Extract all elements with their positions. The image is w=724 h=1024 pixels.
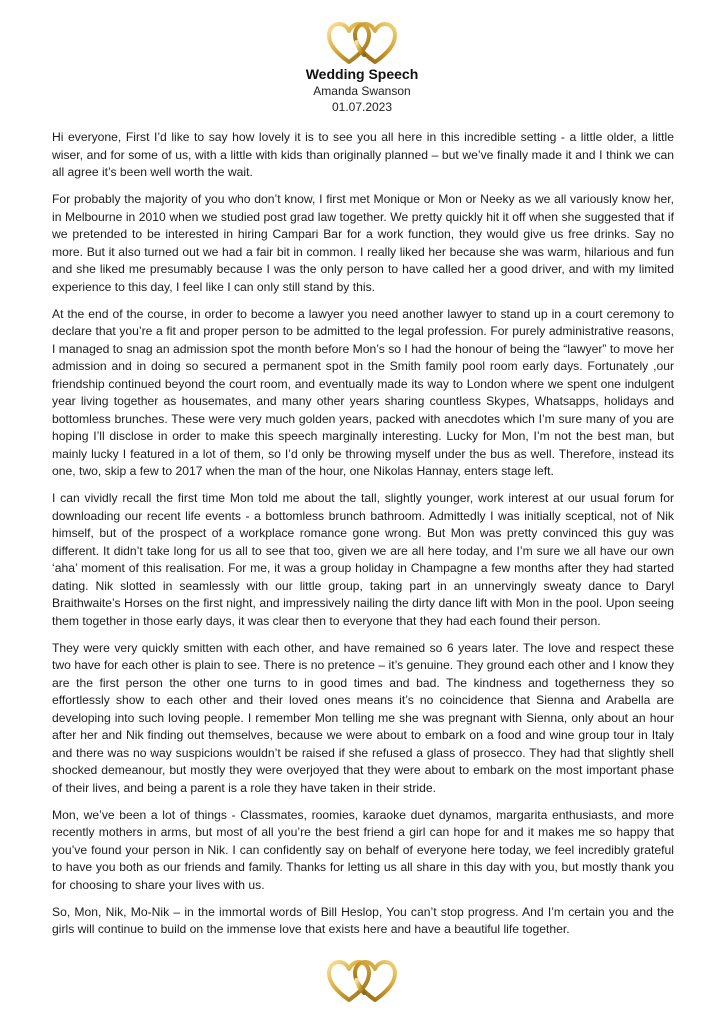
paragraph: At the end of the course, in order to become a lawyer you need another lawyer to stand up in a court ceremony to declare that you’re a fit and proper person to be admitted to the legal profession. For purely administrative reasons, I managed to snag an admission spot the month before Mon’s so I had the honour of being the “lawyer” to move her admission and in doing so secured a permanent spot in the Smith family pool room early days. Fortunately ,our friendship continued beyond the court room, and eventually made its way to London where we spent one indulgent year living together as housemates, and many other years sharing countless Skypes, Whatsapps, holidays and bottomless brunches. These were very much golden years, packed with anecdotes which I’m sure many of you are hoping I’ll disclose in order to make this speech marginally interesting. Lucky for Mon, I’m not the best man, but mainly lucky I featured in a lot of them, so I’d only be throwing myself under the bus as well. Therefore, instead its one, two, skip a few to 2017 when the man of the hour, one Nikolas Hannay, enters stage left.	[52, 306, 674, 478]
paragraph: They were very quickly smitten with each other, and have remained so 6 years later. The love and respect these two have for each other is plain to see. There is no pretence – it’s genuine. They ground each other and I know they are the first person the other one turns to in good times and bad. The kindness and togetherness they so effortlessly show to each other and their loved ones means it’s no coincidence that Sienna and Arabella are developing into such loving people. I remember Mon telling me she was pregnant with Sienna, only about an hour after her and Nik finding out themselves, because we were about to embark on a food and wine group tour in Italy and there was no way suspicions wouldn’t be raised if she refused a glass of prosecco. They had that slightly shell shocked demeanour, but mostly they were overjoyed that they were about to embark on the most important phase of their lives, and being a parent is a role they have taken in their stride.	[52, 640, 674, 795]
paragraph: Mon, we’ve been a lot of things - Classmates, roomies, karaoke duet dynamos, margarita enthusiasts, and more recently mothers in arms, but most of all you’re the best friend a girl can hope for and it makes me so happy that you’ve found your person in Nik. I can confidently say on behalf of everyone here today, we feel incredibly grateful to have you both as our friends and family. Thanks for letting us all share in this day with you, but mostly thank you for choosing to share your lives with us.	[52, 807, 674, 892]
title-block	[0, 66, 724, 115]
interlocked-gold-hearts-icon	[327, 960, 397, 1004]
speech-body	[52, 129, 674, 939]
document-date: 01.07.2023	[331, 100, 393, 114]
paragraph: So, Mon, Nik, Mo-Nik – in the immortal words of Bill Heslop, You can’t stop progress. And I’m certain you and the girls will continue to build on the immense love that exists here and have a beautiful life together.	[52, 904, 674, 936]
interlocked-gold-hearts-icon	[327, 22, 397, 66]
paragraph: I can vividly recall the first time Mon told me about the tall, slightly younger, work interest at our usual forum for downloading our recent life events - a bottomless brunch bathroom. Admittedly I was initially sceptical, not of Nik himself, but of the prospect of a workplace romance gone wrong. But Mon was pretty convinced this guy was different. It didn’t take long for us all to see that too, given we are all here today, and I’m sure we all have our own ‘aha’ moment of this realisation. For me, it was a group holiday in Champagne a few months after they had started dating. Nik slotted in seamlessly with our little group, taking part in an unnervingly sweaty dance to Daryl Braithwaite’s Horses on the first night, and impressively nailing the dirty dance lift with Mon in the pool. Upon seeing them together in those early days, it was clear then to everyone that they had each found their person.	[52, 491, 674, 628]
paragraph: For probably the majority of you who don’t know, I first met Monique or Mon or Neeky as we all variously know her, in Melbourne in 2010 when we studied post grad law together. We pretty quickly hit it off when she suggested that if we pretended to be interested in hiring Campari Bar for a work function, they would give us free drinks. Say no more. But it also turned out we had a fair bit in common. I really liked her because she was warm, hilarious and fun and she liked me presumably because I was the only person to have called her a good driver, and with my limited experience to this day, I feel like I can only still stand by this.	[52, 192, 674, 294]
document-author: Amanda Swanson	[313, 84, 411, 98]
document-title: Wedding Speech	[305, 66, 419, 82]
paragraph: Hi everyone, First I’d like to say how lovely it is to see you all here in this incredible setting - a little older, a little wiser, and for some of us, with a little with kids than originally planned – but we’ve finally made it and I think we can all agree it’s been well worth the wait.	[52, 130, 674, 179]
